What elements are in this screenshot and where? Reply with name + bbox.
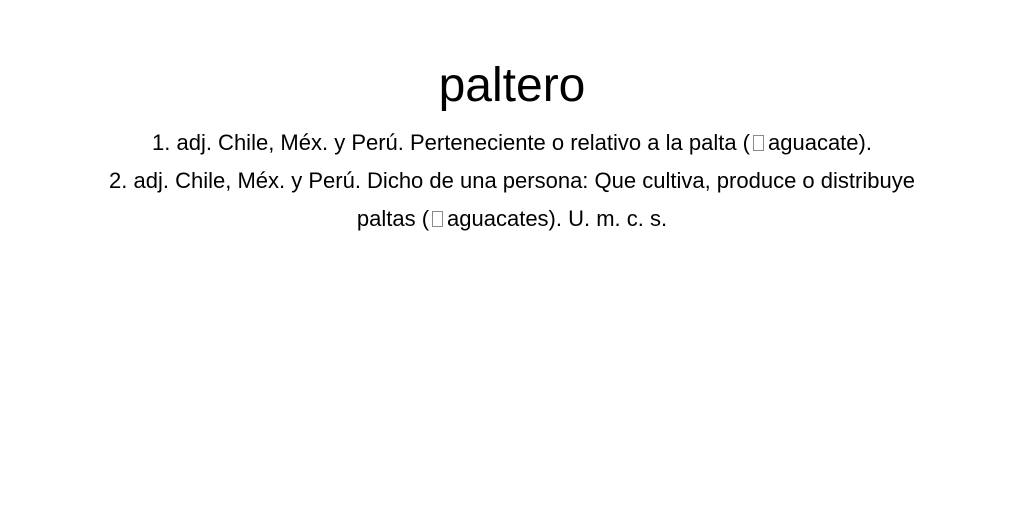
headword: paltero — [438, 59, 586, 112]
reference-arrow-icon[interactable] — [432, 211, 443, 227]
definitions — [82, 124, 942, 238]
reference-arrow-icon[interactable] — [753, 135, 764, 151]
sense-1-text: 1. adj. Chile, Méx. y Perú. Perteneciente o relativo a la palta ( — [152, 130, 750, 155]
sense-2-text: 2. adj. Chile, Méx. y Perú. Dicho de una persona: Que cultiva, produce o distribuye paltas ( — [109, 168, 915, 231]
sense-2 — [82, 162, 942, 238]
sense-1 — [82, 124, 942, 162]
sense-1-reference[interactable]: aguacate). — [768, 130, 872, 155]
sense-2-reference[interactable]: aguacates). U. m. c. s. — [447, 206, 668, 231]
